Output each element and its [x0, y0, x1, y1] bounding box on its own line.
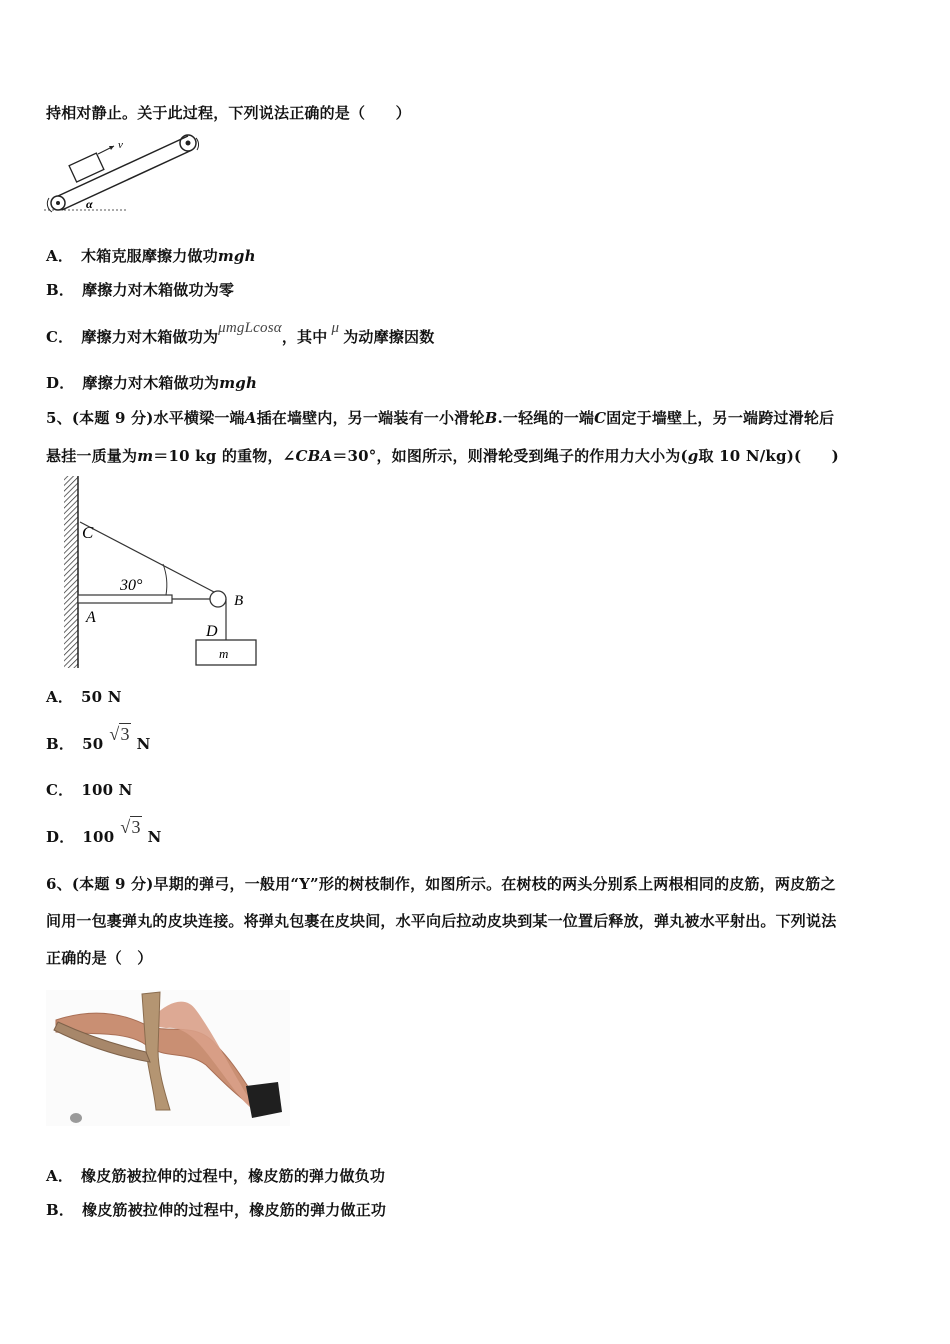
- q5-option-c[interactable]: C． 100 N: [46, 781, 133, 799]
- q5-option-b[interactable]: B． 50 √3 N: [46, 724, 151, 753]
- q5-stem-line1: 5、(本题 9 分)水平横梁一端A插在墙壁内，另一端装有一小滑轮B.一轻绳的一端C固定于墙壁上，另一端跨过滑轮后: [46, 409, 835, 427]
- pulley-figure: [58, 474, 268, 674]
- q6-option-a[interactable]: A． 橡皮筋被拉伸的过程中，橡皮筋的弹力做负功: [46, 1167, 386, 1185]
- q6-stem-line2: 间用一包裹弹丸的皮块连接。将弹丸包裹在皮块间，水平向后拉动皮块到某一位置后释放，弹丸被水平射出。下列说法: [46, 912, 837, 930]
- q4-stem-tail: 持相对静止。关于此过程，下列说法正确的是（ ）: [46, 104, 411, 122]
- velocity-label: v: [118, 139, 123, 151]
- q6-option-b[interactable]: B． 橡皮筋被拉伸的过程中，橡皮筋的弹力做正功: [46, 1201, 387, 1219]
- label-m: m: [219, 646, 229, 661]
- q6-stem-line3: 正确的是（ ）: [46, 949, 153, 967]
- label-angle: 30°: [120, 577, 143, 594]
- label-A: A: [86, 609, 96, 626]
- q5-option-d[interactable]: D． 100 √3 N: [46, 817, 162, 846]
- label-B: B: [234, 593, 244, 609]
- q4-option-c[interactable]: C． 摩擦力对木箱做功为μmgLcosα，其中 μ 为动摩擦因数: [46, 320, 435, 346]
- label-D: D: [206, 623, 218, 640]
- slingshot-photo: [46, 990, 290, 1126]
- conveyor-figure: [44, 128, 214, 218]
- label-C: C: [82, 523, 94, 542]
- q4-option-d[interactable]: D． 摩擦力对木箱做功为mgh: [46, 374, 258, 392]
- q6-stem-line1: 6、(本题 9 分)早期的弹弓，一般用“Y”形的树枝制作，如图所示。在树枝的两头分别系上两根相同的皮筋，两皮筋之: [46, 875, 836, 893]
- sqrt-symbol: √3: [120, 817, 141, 837]
- q4-option-a[interactable]: A． 木箱克服摩擦力做功mgh: [46, 247, 256, 265]
- q5-option-a[interactable]: A． 50 N: [46, 688, 122, 706]
- sqrt-symbol: √3: [109, 724, 130, 744]
- friction-work-formula: μmgLcosα: [218, 320, 282, 336]
- q5-stem-line2: 悬挂一质量为m＝10 kg 的重物，∠CBA＝30°，如图所示，则滑轮受到绳子的作用力大小为(g取 10 N/kg)( ): [46, 447, 839, 465]
- q4-option-b[interactable]: B． 摩擦力对木箱做功为零: [46, 281, 235, 299]
- alpha-label: α: [86, 197, 93, 211]
